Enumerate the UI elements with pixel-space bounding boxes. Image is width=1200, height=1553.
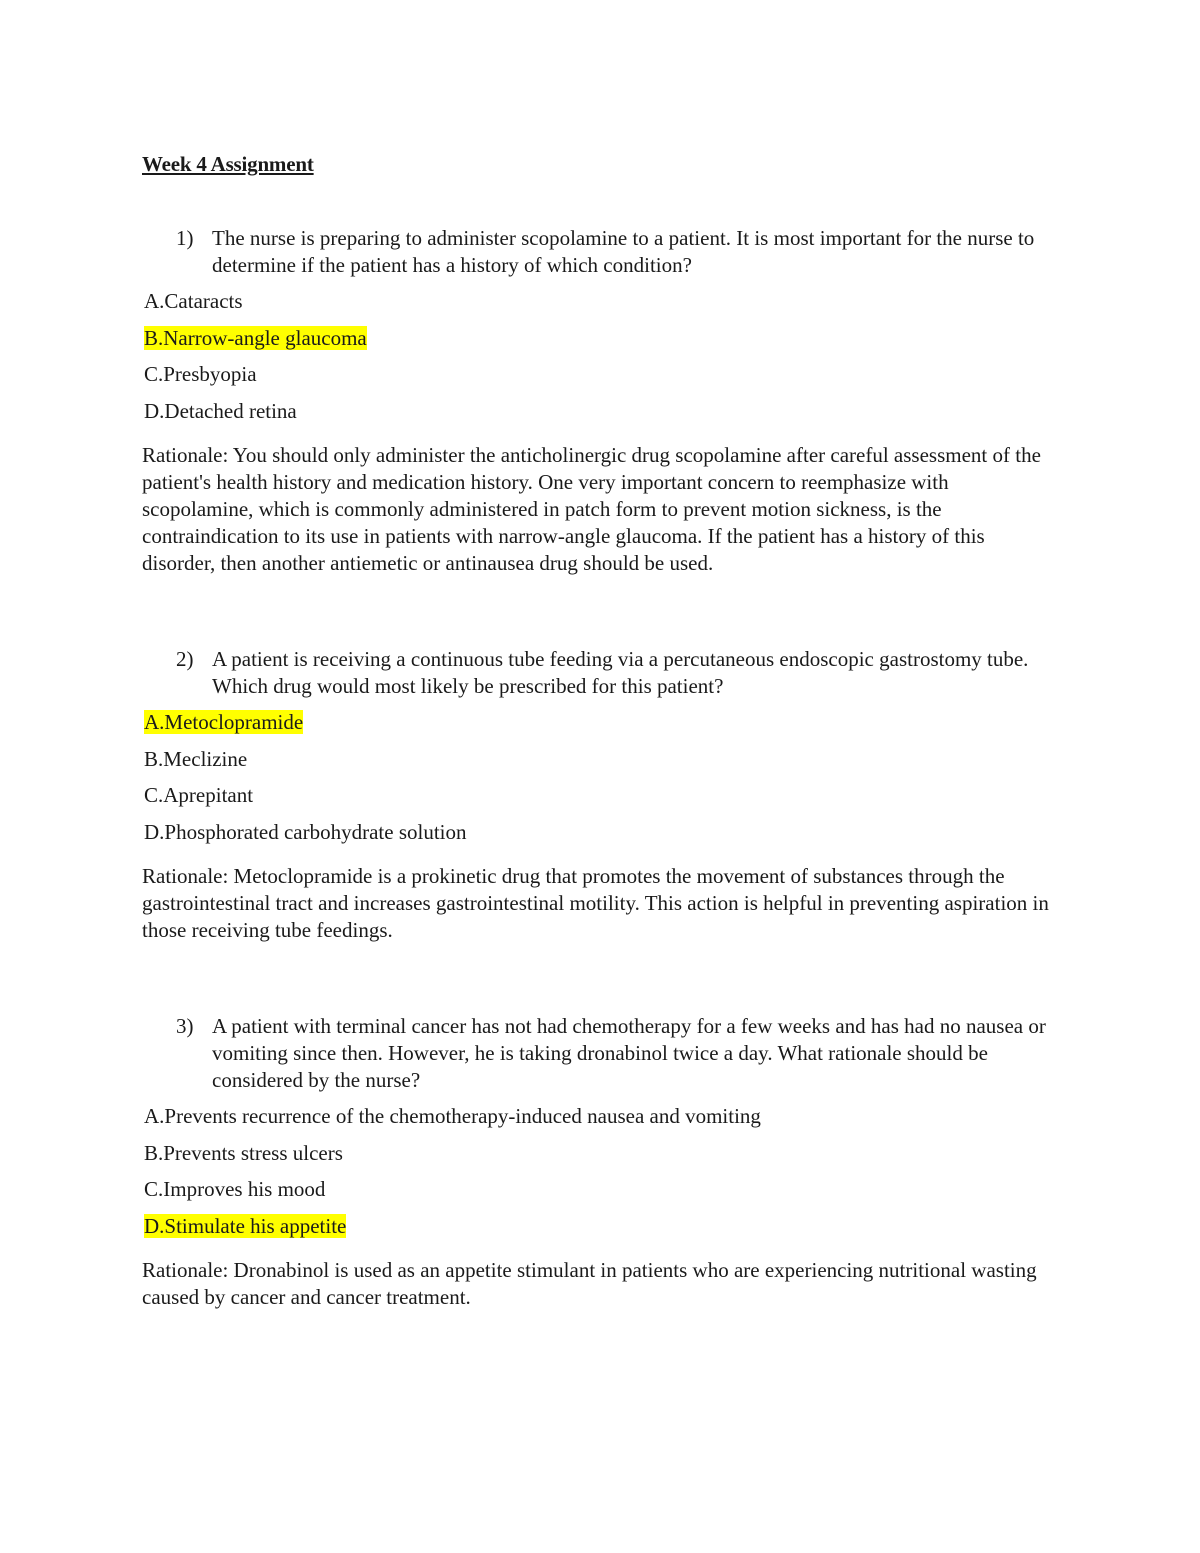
- document-title: Week 4 Assignment: [142, 152, 314, 176]
- question-number: 1): [176, 226, 194, 250]
- question-text: The nurse is preparing to administer scopolamine to a patient. It is most important for the nurse to determine if the patient has a history of which condition?: [212, 226, 1035, 277]
- answer-option-a-correct: A.Metoclopramide: [144, 710, 304, 734]
- question-2: [142, 646, 1072, 944]
- answer-options: [142, 708, 1072, 846]
- rationale-text: Rationale: Dronabinol is used as an appetite stimulant in patients who are experiencing nutritional wasting caused by cancer and cancer treatment.: [142, 1257, 1037, 1309]
- question-number: 3): [176, 1014, 194, 1038]
- answer-option-b-correct: B.Narrow-angle glaucoma: [144, 325, 367, 350]
- question-prompt: [142, 1013, 1072, 1094]
- answer-option-d-correct: D.Stimulate his appetite: [144, 1213, 347, 1238]
- answer-option-b: B.Prevents stress ulcers: [144, 1140, 343, 1165]
- rationale-text: Rationale: Metoclopramide is a prokinetic drug that promotes the movement of substances through the gastrointestinal tract and increases gastrointestinal motility. This action is helpful in preventing aspiration in those receiving tube feedings.: [142, 863, 1049, 942]
- question-3: [142, 1013, 1072, 1311]
- answer-option-c: C.Improves his mood: [144, 1177, 326, 1201]
- answer-options: [142, 287, 1072, 425]
- question-text: A patient is receiving a continuous tube feeding via a percutaneous endoscopic gastrostomy tube. Which drug would most likely be prescribed for this patient?: [212, 647, 1029, 698]
- question-prompt: [142, 646, 1072, 700]
- question-prompt: [142, 225, 1072, 279]
- rationale-text: Rationale: You should only administer the anticholinergic drug scopolamine after careful assessment of the patient's health history and medication history. One very important concern to reemphasize with scopolamine, which is commonly administered in patch form to prevent motion sickness, is the contraindication to its use in patients with narrow-angle glaucoma. If the patient has a history of this disorder, then another antiemetic or antinausea drug should be used.: [142, 442, 1041, 575]
- answer-option-c: C.Aprepitant: [144, 783, 254, 807]
- question-number: 2): [176, 647, 194, 671]
- question-1: [142, 225, 1072, 577]
- answer-option-a: A.Cataracts: [144, 289, 243, 313]
- answer-option-a: A.Prevents recurrence of the chemotherapy-induced nausea and vomiting: [144, 1104, 761, 1128]
- answer-option-d: D.Phosphorated carbohydrate solution: [144, 819, 467, 844]
- question-text: A patient with terminal cancer has not had chemotherapy for a few weeks and has had no nausea or vomiting since then. However, he is taking dronabinol twice a day. What rationale should be considered by the nurse?: [212, 1014, 1046, 1092]
- answer-option-c: C.Presbyopia: [144, 362, 257, 386]
- answer-option-b: B.Meclizine: [144, 746, 248, 771]
- answer-options: [142, 1102, 1072, 1240]
- answer-option-d: D.Detached retina: [144, 398, 297, 423]
